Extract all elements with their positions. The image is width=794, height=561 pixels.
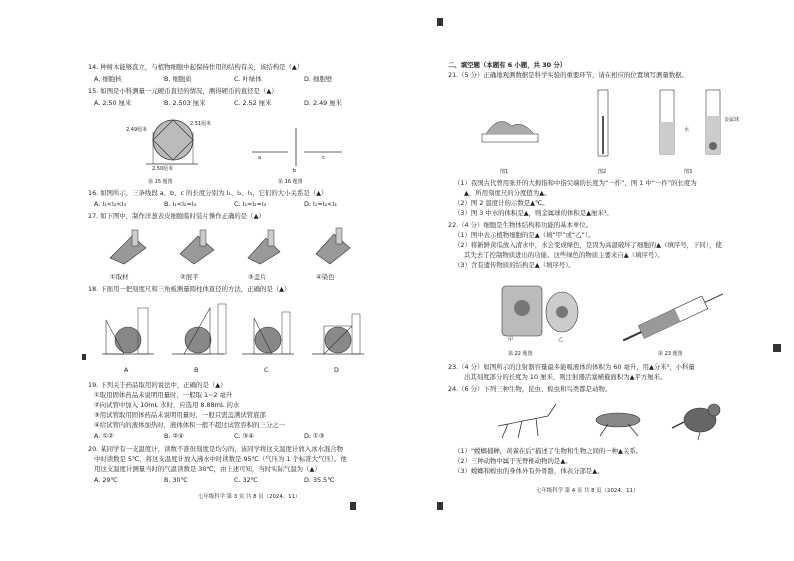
q15-option-a: A. 2.50 厘米 xyxy=(94,99,132,107)
q15-stem: 15. 如图是小科测量一元硬币直径的情况，测得硬币的直径是（▲） xyxy=(88,87,278,95)
registration-mark xyxy=(773,344,781,352)
q15-coin-figure xyxy=(126,112,216,176)
q22-q23-figures xyxy=(488,276,748,346)
q17-stem: 17. 如下图中，制作洋葱表皮细胞临时装片操作正确的是（▲） xyxy=(88,212,265,220)
q18-stem: 18. 下面用一把刻度尺和三角板测量圆柱体直径的方法，正确的是（▲） xyxy=(88,285,291,293)
q16-lines-figure xyxy=(248,124,348,174)
q20-line-2: 中时读数是 5℃，将这支温度计放入沸水中时读数是 95℃（气压为 1 个标准大气压）。他 xyxy=(94,455,347,463)
q14-option-c: C. 叶绿体 xyxy=(234,75,262,83)
q14-option-b: B. 细胞质 xyxy=(164,75,192,83)
q16-option-b: B. l₁<l₂=l₃ xyxy=(164,200,197,208)
q21-fig3-caption: 图3 xyxy=(684,169,693,175)
q20-option-c: C. 32℃ xyxy=(234,476,258,484)
q20-option-d: D. 35.5℃ xyxy=(304,476,335,484)
q21-item-2: （2）图 2 温度计的示数是▲℃。 xyxy=(454,199,549,207)
q21-figures xyxy=(478,86,758,164)
q23-line-1: 23.（4 分）如图所示的注射器容量最多能吸液体的体积为 60 毫升，用▲分米³，小科量 xyxy=(448,363,695,371)
fig22-label-jia: 甲 xyxy=(508,337,514,343)
q24-item-1: （1）“螳螂捕蝉，黄雀在后”描述了生物和生物之间的一种▲关系。 xyxy=(454,447,643,455)
q16-option-a: A. l₁<l₂<l₃ xyxy=(94,200,127,208)
q14-option-a: A. 细胞核 xyxy=(94,75,122,83)
fig16-label-c: c xyxy=(322,155,325,161)
q19-item-1: ①取用固体药品未说明用量时，一般取 1~2 毫升 xyxy=(94,391,233,399)
q20-option-a: A. 29℃ xyxy=(94,476,118,484)
q20-line-3: 用这支温度计测量当时的气温读数是 30℃，由上述可知，当时实际气温为（▲） xyxy=(94,465,321,473)
right-page-footer: 七年级科学 第 4 页 共 8 页（2024．11） xyxy=(536,488,639,494)
registration-mark xyxy=(350,502,356,510)
fig16-label-b: b xyxy=(293,168,297,174)
q19-item-2: ②向试管中加入 10mL 水时，应选用 8.88mL 的水 xyxy=(94,401,240,409)
fig15-label-c: 2.50厘米 xyxy=(152,166,174,172)
q19-option-a: A. ①② xyxy=(94,432,114,440)
q21-item-1b: ▲，所用刻度尺的分度值为▲。 xyxy=(464,189,551,197)
fig3-water-label: 水 xyxy=(684,127,690,133)
q15-option-c: C. 2.52 厘米 xyxy=(234,99,272,107)
q19-stem: 19. 下列关于药品取用的说法中，正确的是（▲） xyxy=(88,381,227,389)
q24-item-3: （3）螳螂和蝗虫的身体外有外骨骼，体表分部是▲。 xyxy=(454,467,604,475)
q22-item-1: （1）图中表示植物细胞的是▲（填“甲”或“乙”）。 xyxy=(454,231,595,239)
q22-item-2: （2）将新鲜黄瓜放入清水中，水会变成绿色，是因为高温破坏了细胞的▲（填序号，下同），使 xyxy=(454,241,722,249)
q22-stem: 22.（4 分）细胞是生物体结构和功能的基本单位。 xyxy=(448,221,593,229)
q19-option-c: C. ③④ xyxy=(234,432,254,440)
fig22-label-yi: 乙 xyxy=(558,337,564,343)
q14-option-d: D. 细胞壁 xyxy=(304,75,333,83)
q14-stem: 14. 种树木能够直立，与植物细胞中起保持作用的结构有关，该结构是（▲） xyxy=(88,63,304,71)
q21-fig2-caption: 图2 xyxy=(598,169,607,175)
q19-item-3: ③用试管取用固体药品未说明用量时，一般只需盖满试管底部 xyxy=(94,411,266,419)
q18-option-c: C xyxy=(264,366,269,374)
fig15-caption: 第 15 题图 xyxy=(148,179,173,185)
registration-mark xyxy=(437,18,443,26)
q20-option-b: B. 30℃ xyxy=(164,476,188,484)
fig22-caption: 第 22 题图 xyxy=(508,351,533,357)
fig23-caption: 第 23 题图 xyxy=(658,351,683,357)
registration-mark xyxy=(437,502,443,510)
q22-item-2b: 其失去了控制物质进出的功能。这些绿色的物质主要来自▲（填序号）。 xyxy=(464,251,664,259)
fig15-label-a: 2.49厘米 xyxy=(126,127,148,133)
section-heading: 二、填空题（本题有 6 小题，共 30 分） xyxy=(448,61,567,69)
q19-option-b: B. ②④ xyxy=(164,432,184,440)
left-page-footer: 七年级科学 第 3 页 共 8 页（2024．11） xyxy=(198,494,301,500)
fig3-metal-ball-label: 金属球 xyxy=(724,117,740,123)
q18-figures xyxy=(98,298,378,364)
q16-option-d: D. l₁=l₂<l₃ xyxy=(304,200,337,208)
q16-stem: 16. 如图所示，三条线段 a、b、c 的长度分别为 l₁、l₂、l₃，它们的大小关系是（▲） xyxy=(88,189,328,197)
q23-line-2: 出其刻度部分的长度为 10 厘米，则注射器活塞横截面积为▲平方厘米。 xyxy=(464,373,667,381)
q20-line-1: 20. 某同学有一支温度计，读数不准但刻度是均匀的，该同学将这支温度计放入冰水混合物 xyxy=(88,445,344,453)
q24-stem: 24.（6 分）下列三种生物，昆虫、蝗虫和鸟类都是动物。 xyxy=(448,385,612,393)
q17-option-3: ③盖片 xyxy=(248,273,267,281)
q21-item-1: （1）我国古代曾用张开的大拇指和中指尖端的长度为“一拃”，图 1 中“一拃”的长度为 xyxy=(454,179,697,187)
q22-item-3: （3）含有遗传物质的结构是▲（填序号）。 xyxy=(454,261,575,269)
q21-item-3: （3）图 3 中水的体积是▲，则金属球的体积是▲厘米³。 xyxy=(454,209,613,217)
q18-option-d: D xyxy=(334,366,339,374)
q17-option-4: ④染色 xyxy=(316,273,335,281)
fig15-label-b: 2.51厘米 xyxy=(190,121,212,127)
q24-animal-figures xyxy=(488,396,748,442)
q15-option-b: B. 2.503 厘米 xyxy=(164,99,206,107)
q18-option-b: B xyxy=(194,366,199,374)
q18-option-a: A xyxy=(124,366,129,374)
q17-figures xyxy=(102,224,372,270)
q24-item-2: （2）三种动物中属于无脊椎动物的是▲。 xyxy=(454,457,572,465)
fig16-label-a: a xyxy=(258,155,262,161)
q21-fig1-caption: 图1 xyxy=(500,169,509,175)
registration-mark xyxy=(82,354,86,360)
q15-option-d: D. 2.49 厘米 xyxy=(304,99,343,107)
q21-stem: 21.（5 分）正确地观测数据是科学实验的重要环节，请在相应的位置填写测量数据。 xyxy=(448,71,688,79)
q16-option-c: C. l₁=l₂=l₃ xyxy=(234,200,267,208)
q17-option-2: ②展平 xyxy=(180,273,199,281)
q17-option-1: ①取材 xyxy=(110,273,129,281)
q19-option-d: D. ①③ xyxy=(304,432,325,440)
fig16-caption: 第 16 题图 xyxy=(278,179,303,185)
q19-item-4: ④给试管内的液体加热时，液体体积一般不超过试管容积的三分之一 xyxy=(94,421,286,429)
